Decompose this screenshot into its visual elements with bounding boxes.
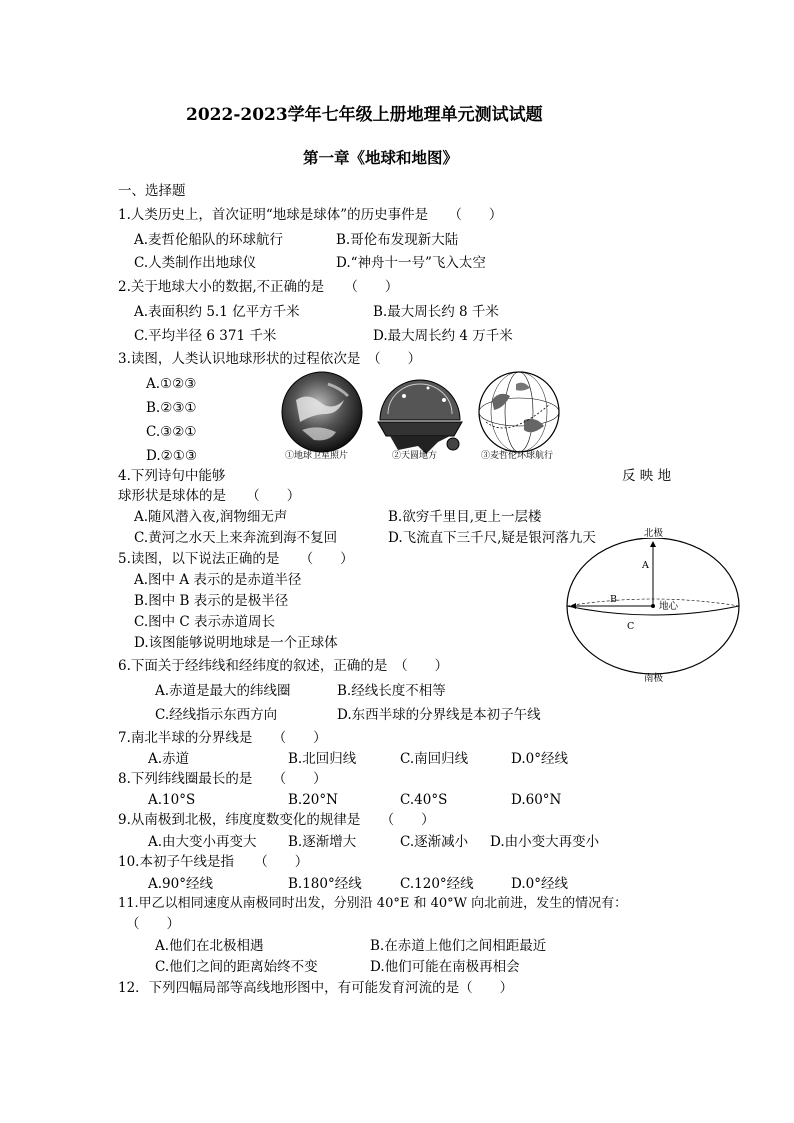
- q4-stem: 4.下列诗句中能够: [118, 468, 226, 484]
- q4-option-b: B.欲穷千里目,更上一层楼: [388, 509, 542, 525]
- q11-option-d: D.他们可能在南极再相会: [370, 959, 520, 975]
- satellite-photo-image: [282, 372, 362, 452]
- q7-option-d: D.0°经线: [511, 751, 568, 767]
- q6-option-d: D.东西半球的分界线是本初子午线: [337, 707, 541, 723]
- q9-option-d: D.由小变大再变小: [490, 834, 600, 850]
- q2-option-d: D.最大周长约 4 万千米: [373, 328, 513, 344]
- q2-option-b: B.最大周长约 8 千米: [373, 304, 499, 320]
- q11-option-c: C.他们之间的距离始终不变: [155, 959, 318, 975]
- q8-option-d: D.60°N: [511, 792, 562, 808]
- q4-option-d: D.飞流直下三千尺,疑是银河落九天: [388, 530, 596, 546]
- page-title: 2022-2023学年七年级上册地理单元测试试题: [186, 105, 543, 125]
- q3-caption-3: ③麦哲伦环球航行: [481, 451, 554, 461]
- q9-stem: 9.从南极到北极，纬度度数变化的规律是 （ ）: [118, 812, 435, 828]
- q3-option-c: C.③②①: [146, 424, 197, 440]
- q1-option-c: C.人类制作出地球仪: [134, 255, 257, 271]
- q7-stem: 7.南北半球的分界线是 （ ）: [118, 730, 327, 746]
- q11-stem-line-2: （ ）: [126, 916, 180, 932]
- earth-center-label: 地心: [659, 601, 679, 612]
- earth-ellipse-diagram: [560, 538, 746, 682]
- q5-option-a: A.图中 A 表示的是赤道半径: [134, 572, 302, 588]
- q6-stem: 6.下面关于经纬线和经纬度的叙述，正确的是 （ ）: [118, 658, 449, 674]
- q6-option-b: B.经线长度不相等: [337, 683, 446, 699]
- q12-stem: 12．下列四幅局部等高线地形图中，有可能发育河流的是（ ）: [118, 980, 514, 996]
- south-pole-label: 南极: [644, 673, 664, 684]
- q5-stem: 5.读图，以下说法正确的是 （ ）: [118, 551, 354, 567]
- q1-option-b: B.哥伦布发现新大陆: [336, 232, 459, 248]
- q6-option-a: A.赤道是最大的纬线圈: [155, 683, 291, 699]
- q5-option-d: D.该图能够说明地球是一个正球体: [134, 635, 338, 651]
- magellan-voyage-globe-image: [479, 372, 559, 452]
- q4-option-c: C.黄河之水天上来奔流到海不复回: [134, 530, 338, 546]
- q8-option-c: C.40°S: [400, 792, 448, 808]
- q3-option-b: B.②③①: [146, 400, 197, 416]
- q4-option-a: A.随风潜入夜,润物细无声: [134, 509, 288, 525]
- q2-option-c: C.平均半径 6 371 千米: [134, 328, 277, 344]
- round-sky-square-earth-image: [378, 380, 462, 454]
- q11-option-b: B.在赤道上他们之间相距最近: [370, 938, 547, 954]
- label-b: B: [610, 594, 617, 605]
- q3-caption-1: ①地球卫星照片: [285, 451, 349, 461]
- q5-option-b: B.图中 B 表示的是极半径: [134, 593, 289, 609]
- q3-option-d: D.②①③: [146, 448, 197, 464]
- q10-option-b: B.180°经线: [288, 876, 362, 892]
- q7-option-c: C.南回归线: [400, 751, 469, 767]
- q3-option-a: A.①②③: [146, 376, 197, 392]
- q4-stem-continued: 反 映 地: [622, 468, 672, 484]
- q9-option-b: B.逐渐增大: [288, 834, 357, 850]
- q7-option-b: B.北回归线: [288, 751, 357, 767]
- q2-option-a: A.表面积约 5.1 亿平方千米: [134, 304, 300, 320]
- q10-stem: 10.本初子午线是指 （ ）: [118, 854, 309, 870]
- label-c: C: [627, 621, 635, 632]
- q6-option-c: C.经线指示东西方向: [155, 707, 278, 723]
- q3-caption-2: ②天圆地方: [392, 451, 438, 461]
- q7-option-a: A.赤道: [148, 751, 190, 767]
- q10-option-a: A.90°经线: [148, 876, 213, 892]
- q11-option-a: A.他们在北极相遇: [155, 938, 264, 954]
- q1-stem: 1.人类历史上，首次证明“地球是球体”的历史事件是 （ ）: [118, 207, 503, 223]
- q10-option-c: C.120°经线: [400, 876, 474, 892]
- q8-stem: 8.下列纬线圈最长的是 （ ）: [118, 771, 327, 787]
- q9-option-a: A.由大变小再变大: [148, 834, 257, 850]
- q8-option-a: A.10°S: [148, 792, 196, 808]
- q10-option-d: D.0°经线: [511, 876, 568, 892]
- q8-option-b: B.20°N: [288, 792, 338, 808]
- q5-option-c: C.图中 C 表示赤道周长: [134, 614, 276, 630]
- q2-stem: 2.关于地球大小的数据,不正确的是 （ ）: [118, 279, 399, 295]
- q3-stem: 3.读图，人类认识地球形状的过程依次是 （ ）: [118, 351, 422, 367]
- q4-stem-line-2: 球形状是球体的是 （ ）: [118, 488, 301, 504]
- section-heading: 一、选择题: [118, 183, 186, 199]
- page-subtitle: 第一章《地球和地图》: [303, 148, 459, 167]
- q1-option-d: D.“神舟十一号”飞入太空: [336, 255, 486, 271]
- label-a: A: [642, 560, 649, 571]
- q1-option-a: A.麦哲伦船队的环球航行: [134, 232, 284, 248]
- q9-option-c: C.逐渐减小: [400, 834, 469, 850]
- north-pole-label: 北极: [644, 528, 664, 539]
- q11-stem: 11.甲乙以相同速度从南极同时出发，分别沿 40°E 和 40°W 向北前进，发生的情况有：: [118, 896, 628, 911]
